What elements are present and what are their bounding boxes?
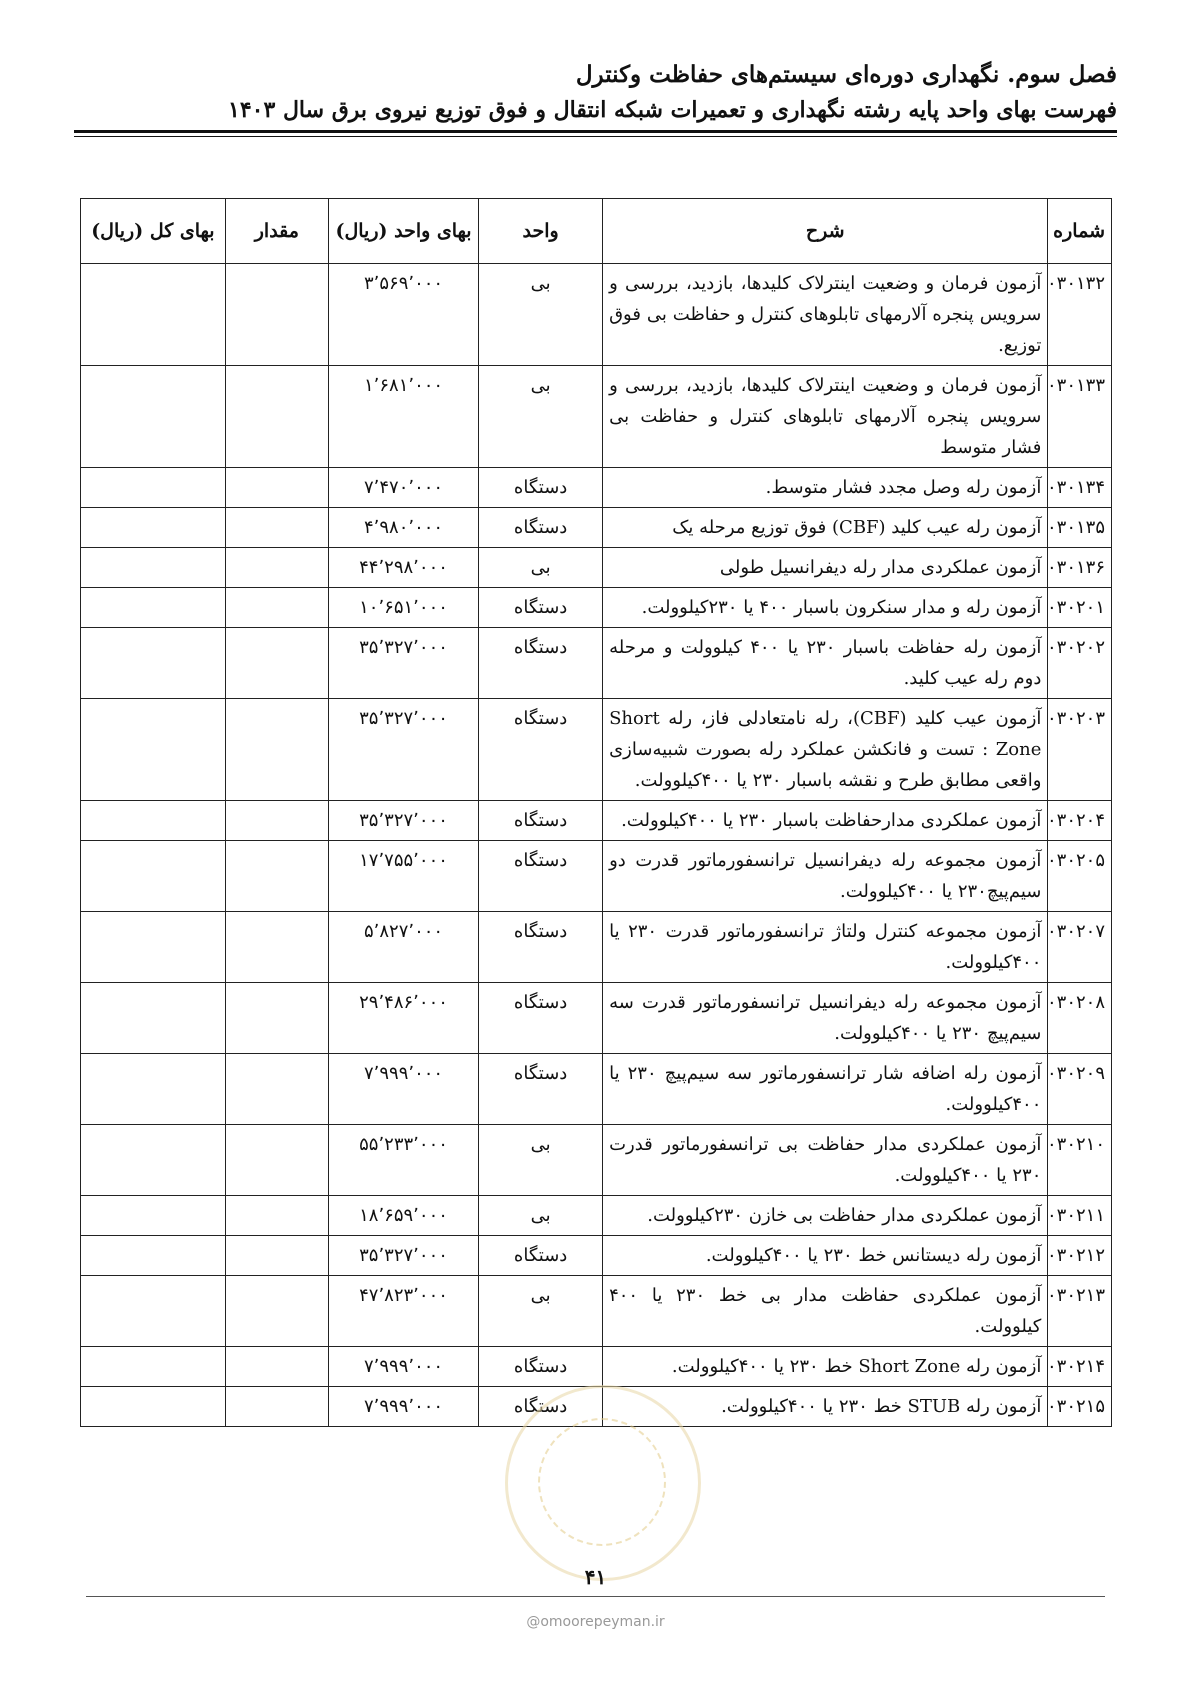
row-unit-price: ۱٬۶۸۱٬۰۰۰ — [328, 366, 478, 468]
row-unit: بی — [479, 548, 603, 588]
row-code: ۰۳۰۲۱۱ — [1048, 1196, 1112, 1236]
row-unit-price: ۳۵٬۳۲۷٬۰۰۰ — [328, 801, 478, 841]
row-description: آزمون مجموعه رله دیفرانسیل ترانسفورماتور قدرت سه سیم‌پیچ ۲۳۰ یا ۴۰۰کیلوولت. — [603, 983, 1048, 1054]
row-unit-price: ۱۷٬۷۵۵٬۰۰۰ — [328, 841, 478, 912]
row-unit-price: ۱۰٬۶۵۱٬۰۰۰ — [328, 588, 478, 628]
header-rule-thin — [74, 136, 1117, 137]
footer-rule — [86, 1596, 1105, 1597]
table-row — [81, 699, 1112, 801]
row-unit: بی — [479, 1196, 603, 1236]
row-quantity — [225, 508, 328, 548]
page-number: ۴۱ — [584, 1565, 607, 1589]
table-header-row — [81, 199, 1112, 264]
chapter-title: فصل سوم. نگهداری دوره‌ای سیستم‌های حفاظت وکنترل — [575, 61, 1117, 88]
row-unit-price: ۷٬۹۹۹٬۰۰۰ — [328, 1387, 478, 1427]
row-unit-price: ۵٬۸۲۷٬۰۰۰ — [328, 912, 478, 983]
row-total-price — [81, 1125, 226, 1196]
row-unit: دستگاه — [479, 508, 603, 548]
row-description: آزمون رله حفاظت باسبار ۲۳۰ یا ۴۰۰ کیلوولت و مرحله دوم رله عیب کلید. — [603, 628, 1048, 699]
row-unit-price: ۳۵٬۳۲۷٬۰۰۰ — [328, 1236, 478, 1276]
row-unit: دستگاه — [479, 468, 603, 508]
row-description: آزمون رله عیب کلید (CBF) فوق توزیع مرحله یک — [603, 508, 1048, 548]
row-code: ۰۳۰۲۰۵ — [1048, 841, 1112, 912]
row-total-price — [81, 912, 226, 983]
row-total-price — [81, 801, 226, 841]
row-code: ۰۳۰۱۳۶ — [1048, 548, 1112, 588]
row-quantity — [225, 628, 328, 699]
row-description: آزمون مجموعه رله دیفرانسیل ترانسفورماتور قدرت دو سیم‌پیچ۲۳۰ یا ۴۰۰کیلوولت. — [603, 841, 1048, 912]
row-code: ۰۳۰۲۰۷ — [1048, 912, 1112, 983]
row-unit-price: ۳٬۵۶۹٬۰۰۰ — [328, 264, 478, 366]
row-unit-price: ۷٬۴۷۰٬۰۰۰ — [328, 468, 478, 508]
row-code: ۰۳۰۲۰۸ — [1048, 983, 1112, 1054]
row-total-price — [81, 1236, 226, 1276]
row-description: آزمون فرمان و وضعیت اینترلاک کلیدها، بازدید، بررسی و سرویس پنجره آلارمهای تابلوهای کنترل و حفاظت بی فشار متوسط — [603, 366, 1048, 468]
website-watermark: @omoorepeyman.ir — [526, 1614, 665, 1630]
table-row — [81, 912, 1112, 983]
row-total-price — [81, 1387, 226, 1427]
row-code: ۰۳۰۱۳۵ — [1048, 508, 1112, 548]
row-code: ۰۳۰۲۱۰ — [1048, 1125, 1112, 1196]
row-quantity — [225, 548, 328, 588]
row-total-price — [81, 508, 226, 548]
row-unit-price: ۴٬۹۸۰٬۰۰۰ — [328, 508, 478, 548]
row-total-price — [81, 1196, 226, 1236]
row-quantity — [225, 1196, 328, 1236]
row-code: ۰۳۰۲۰۲ — [1048, 628, 1112, 699]
row-quantity — [225, 1347, 328, 1387]
row-total-price — [81, 548, 226, 588]
row-total-price — [81, 699, 226, 801]
row-total-price — [81, 628, 226, 699]
row-description: آزمون مجموعه کنترل ولتاژ ترانسفورماتور قدرت ۲۳۰ یا ۴۰۰کیلوولت. — [603, 912, 1048, 983]
row-code: ۰۳۰۲۰۱ — [1048, 588, 1112, 628]
row-description: آزمون عملکردی مدار حفاظت بی ترانسفورماتور قدرت ۲۳۰ یا ۴۰۰کیلوولت. — [603, 1125, 1048, 1196]
row-code: ۰۳۰۲۱۳ — [1048, 1276, 1112, 1347]
row-quantity — [225, 1125, 328, 1196]
row-quantity — [225, 912, 328, 983]
table-row — [81, 628, 1112, 699]
row-code: ۰۳۰۲۰۴ — [1048, 801, 1112, 841]
table-row — [81, 801, 1112, 841]
row-unit-price: ۴۷٬۸۲۳٬۰۰۰ — [328, 1276, 478, 1347]
row-unit: بی — [479, 1125, 603, 1196]
row-description: آزمون رله دیستانس خط ۲۳۰ یا ۴۰۰کیلوولت. — [603, 1236, 1048, 1276]
row-unit: دستگاه — [479, 801, 603, 841]
table-row — [81, 1125, 1112, 1196]
document-title: فهرست بهای واحد پایه رشته نگهداری و تعمیرات شبکه انتقال و فوق توزیع نیروی برق سال ۱۴۰۳ — [228, 97, 1117, 123]
row-quantity — [225, 1236, 328, 1276]
row-quantity — [225, 588, 328, 628]
row-quantity — [225, 1276, 328, 1347]
table-row — [81, 366, 1112, 468]
row-description: آزمون رله و مدار سنکرون باسبار ۴۰۰ یا ۲۳۰کیلوولت. — [603, 588, 1048, 628]
row-description: آزمون رله وصل مجدد فشار متوسط. — [603, 468, 1048, 508]
header-quantity: مقدار — [225, 199, 328, 264]
row-code: ۰۳۰۱۳۲ — [1048, 264, 1112, 366]
table-row — [81, 468, 1112, 508]
row-unit: دستگاه — [479, 1236, 603, 1276]
row-code: ۰۳۰۲۱۴ — [1048, 1347, 1112, 1387]
header-unit: واحد — [479, 199, 603, 264]
table-row — [81, 1054, 1112, 1125]
watermark-seal — [505, 1385, 701, 1581]
row-description: آزمون رله Short Zone خط ۲۳۰ یا ۴۰۰کیلوولت. — [603, 1347, 1048, 1387]
table-row — [81, 508, 1112, 548]
row-description: آزمون رله اضافه شار ترانسفورماتور سه سیم‌پیچ ۲۳۰ یا ۴۰۰کیلوولت. — [603, 1054, 1048, 1125]
header-description: شرح — [603, 199, 1048, 264]
row-quantity — [225, 366, 328, 468]
row-code: ۰۳۰۲۱۵ — [1048, 1387, 1112, 1427]
row-unit: دستگاه — [479, 1054, 603, 1125]
row-code: ۰۳۰۱۳۴ — [1048, 468, 1112, 508]
row-description: آزمون عملکردی حفاظت مدار بی خط ۲۳۰ یا ۴۰۰ کیلوولت. — [603, 1276, 1048, 1347]
row-code: ۰۳۰۲۱۲ — [1048, 1236, 1112, 1276]
table-row — [81, 588, 1112, 628]
row-total-price — [81, 1347, 226, 1387]
row-quantity — [225, 983, 328, 1054]
row-unit-price: ۳۵٬۳۲۷٬۰۰۰ — [328, 628, 478, 699]
row-code: ۰۳۰۲۰۳ — [1048, 699, 1112, 801]
row-description: آزمون فرمان و وضعیت اینترلاک کلیدها، بازدید، بررسی و سرویس پنجره آلارمهای تابلوهای کنترل و حفاظت بی فوق توزیع. — [603, 264, 1048, 366]
row-quantity — [225, 468, 328, 508]
page-header — [74, 58, 1117, 126]
row-unit: دستگاه — [479, 1347, 603, 1387]
table-row — [81, 1276, 1112, 1347]
row-description: آزمون رله STUB خط ۲۳۰ یا ۴۰۰کیلوولت. — [603, 1387, 1048, 1427]
row-total-price — [81, 1276, 226, 1347]
row-quantity — [225, 841, 328, 912]
row-unit: دستگاه — [479, 841, 603, 912]
header-total-price: بهای کل (ریال) — [81, 199, 226, 264]
header-code: شماره — [1048, 199, 1112, 264]
row-total-price — [81, 841, 226, 912]
row-unit: دستگاه — [479, 912, 603, 983]
row-quantity — [225, 1387, 328, 1427]
table-row — [81, 1236, 1112, 1276]
row-quantity — [225, 264, 328, 366]
row-description: آزمون عملکردی مدار حفاظت بی خازن ۲۳۰کیلوولت. — [603, 1196, 1048, 1236]
header-rule-thick — [74, 130, 1117, 133]
row-quantity — [225, 801, 328, 841]
row-description: آزمون عملکردی مدار رله دیفرانسیل طولی — [603, 548, 1048, 588]
row-unit: بی — [479, 1276, 603, 1347]
row-total-price — [81, 468, 226, 508]
table-row — [81, 264, 1112, 366]
row-description: آزمون عملکردی مدارحفاظت باسبار ۲۳۰ یا ۴۰۰کیلوولت. — [603, 801, 1048, 841]
row-unit: بی — [479, 264, 603, 366]
row-unit-price: ۷٬۹۹۹٬۰۰۰ — [328, 1347, 478, 1387]
row-unit-price: ۱۸٬۶۵۹٬۰۰۰ — [328, 1196, 478, 1236]
row-unit: دستگاه — [479, 1387, 603, 1427]
row-unit: دستگاه — [479, 699, 603, 801]
header-unit-price: بهای واحد (ریال) — [328, 199, 478, 264]
row-unit: دستگاه — [479, 983, 603, 1054]
table-row — [81, 548, 1112, 588]
row-unit-price: ۳۵٬۳۲۷٬۰۰۰ — [328, 699, 478, 801]
row-total-price — [81, 1054, 226, 1125]
row-total-price — [81, 264, 226, 366]
row-unit: دستگاه — [479, 628, 603, 699]
row-unit: بی — [479, 366, 603, 468]
row-total-price — [81, 588, 226, 628]
row-code: ۰۳۰۱۳۳ — [1048, 366, 1112, 468]
row-unit-price: ۲۹٬۴۸۶٬۰۰۰ — [328, 983, 478, 1054]
price-table — [80, 198, 1112, 1427]
row-unit-price: ۵۵٬۲۳۳٬۰۰۰ — [328, 1125, 478, 1196]
row-total-price — [81, 983, 226, 1054]
row-description: آزمون عیب کلید (CBF)، رله نامتعادلی فاز، رله Short Zone : تست و فانکشن عملکرد رله بصورت شبیه‌سازی واقعی مطابق طرح و نقشه باسبار ۲۳۰ یا ۴۰۰کیلوولت. — [603, 699, 1048, 801]
table-row — [81, 1196, 1112, 1236]
row-quantity — [225, 699, 328, 801]
row-unit-price: ۷٬۹۹۹٬۰۰۰ — [328, 1054, 478, 1125]
table-row — [81, 983, 1112, 1054]
row-code: ۰۳۰۲۰۹ — [1048, 1054, 1112, 1125]
row-total-price — [81, 366, 226, 468]
table-row — [81, 1347, 1112, 1387]
row-unit: دستگاه — [479, 588, 603, 628]
row-unit-price: ۴۴٬۲۹۸٬۰۰۰ — [328, 548, 478, 588]
row-quantity — [225, 1054, 328, 1125]
table-row — [81, 841, 1112, 912]
